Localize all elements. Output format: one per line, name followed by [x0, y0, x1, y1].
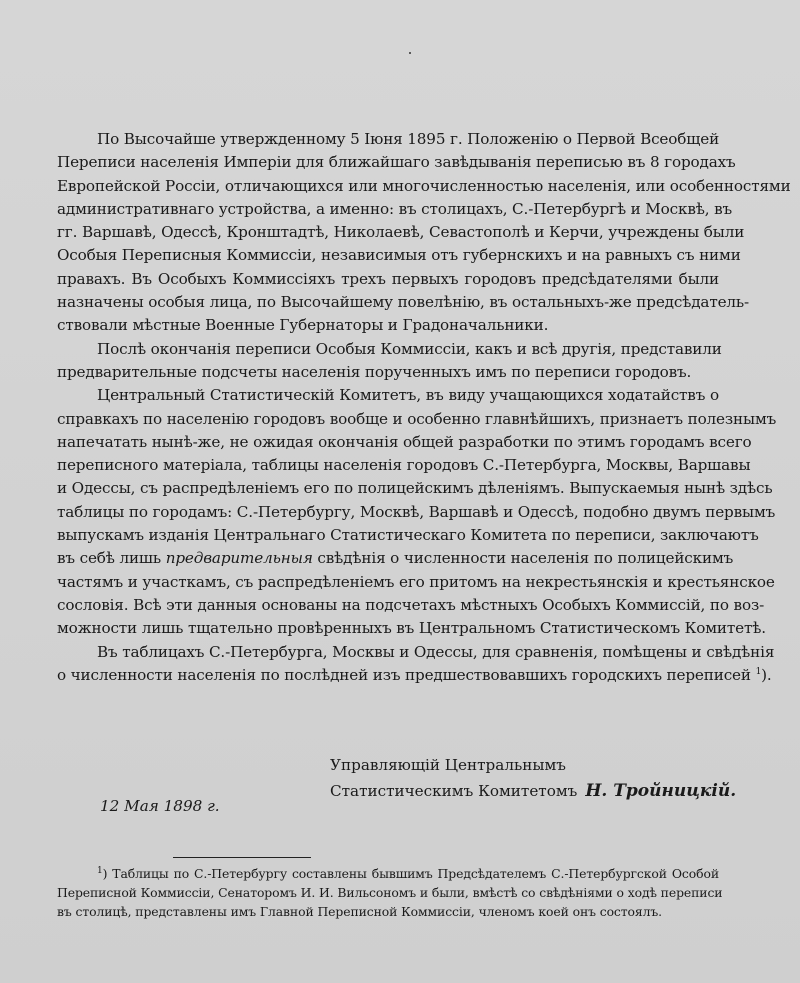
- text-line: таблицы по городамъ: С.-Петербургу, Москвѣ, Варшавѣ и Одессѣ, подобно двумъ первымъ: [57, 502, 776, 521]
- print-speck: [409, 52, 411, 54]
- text-fragment: свѣдѣнія о численности населенія по полицейскимъ: [312, 549, 734, 568]
- main-text: [57, 128, 791, 687]
- text-line: переписного матеріала, таблицы населенія городовъ С.-Петербурга, Москвы, Варшавы: [57, 456, 751, 475]
- text-line: и Одессы, съ распредѣленіемъ его по полицейскимъ дѣленіямъ. Выпускаемыя нынѣ здѣсь: [57, 479, 773, 498]
- signature-title-line-1: Управляющій Центральнымъ: [330, 756, 566, 774]
- signature-block: [330, 752, 736, 804]
- text-fragment: въ себѣ лишь: [57, 549, 166, 568]
- text-line: справкахъ по населенію городовъ вообще и особенно главнѣйшихъ, признаетъ полезнымъ: [57, 409, 777, 428]
- text-line: Центральный Статистическій Комитетъ, въ виду учащающихся ходатайствъ о: [97, 386, 719, 405]
- footnote-line: Переписной Коммиссіи, Сенаторомъ И. И. Вильсономъ и были, вмѣстѣ со свѣдѣніями о ходѣ переписи: [57, 885, 723, 900]
- text-line: Особыя Переписныя Коммиссіи, независимыя отъ губернскихъ и на равныхъ съ ними: [57, 246, 741, 265]
- text-fragment: ) Таблицы по С.-Петербургу составлены бывшимъ Предсѣдателемъ С.-Петербургской Особой: [102, 866, 719, 881]
- italic-emphasis: предварительныя: [165, 549, 313, 568]
- text-line: сословія. Всѣ эти данныя основаны на подсчетахъ мѣстныхъ Особыхъ Коммиссій, по воз-: [57, 595, 765, 614]
- footnote-reference: 1: [755, 666, 762, 677]
- text-line-with-italic: [57, 547, 734, 570]
- text-line: Переписи населенія Имперіи для ближайшаго завѣдыванія переписью въ 8 городахъ: [57, 153, 736, 172]
- text-line: Послѣ окончанія переписи Особыя Коммиссіи, какъ и всѣ другія, представили: [97, 339, 722, 358]
- signatory-name: Н. Тройницкій.: [585, 781, 737, 801]
- text-line: можности лишь тщательно провѣренныхъ въ Центральномъ Статистическомъ Комитетѣ.: [57, 619, 766, 638]
- footnote-line: [57, 864, 719, 883]
- text-line: административнаго устройства, а именно: въ столицахъ, С.-Петербургѣ и Москвѣ, въ: [57, 199, 733, 218]
- text-line: назначены особыя лица, по Высочайшему повелѣнію, въ остальныхъ-же предсѣдатель-: [57, 293, 750, 312]
- signature-title-line-2: [330, 778, 736, 804]
- footnote-divider: [173, 857, 311, 858]
- text-line: предварительные подсчеты населенія порученныхъ имъ по переписи городовъ.: [57, 362, 692, 381]
- text-line-with-footnote-ref: [57, 664, 772, 687]
- document-date: 12 Мая 1898 г.: [100, 797, 220, 815]
- text-line: ствовали мѣстные Военные Губернаторы и Градоначальники.: [57, 316, 549, 335]
- footnote-mark: 1: [97, 865, 103, 876]
- footnote: [57, 864, 723, 921]
- footnote-line: въ столицѣ, представлены имъ Главной Переписной Коммиссіи, членомъ коей онъ состоялъ.: [57, 904, 662, 919]
- text-line: Въ таблицахъ С.-Петербурга, Москвы и Одессы, для сравненія, помѣщены и свѣдѣнія: [97, 642, 775, 661]
- text-line: По Высочайше утвержденному 5 Іюня 1895 г. Положенію о Первой Всеобщей: [97, 130, 720, 148]
- text-line: Европейской Россіи, отличающихся или многочисленностью населенія, или особенностями: [57, 176, 791, 195]
- signature-title: Статистическимъ Комитетомъ: [330, 782, 578, 800]
- text-line: частямъ и участкамъ, съ распредѣленіемъ его притомъ на некрестьянскія и крестьянское: [57, 572, 775, 591]
- text-line: выпускамъ изданія Центральнаго Статистическаго Комитета по переписи, заключаютъ: [57, 526, 759, 545]
- text-line: напечатать нынѣ-же, не ожидая окончанія общей разработки по этимъ городамъ всего: [57, 432, 752, 451]
- text-line: гг. Варшавѣ, Одессѣ, Кронштадтѣ, Николаевѣ, Севастополѣ и Керчи, учреждены были: [57, 223, 745, 242]
- text-fragment: ).: [761, 665, 772, 684]
- text-line: правахъ. Въ Особыхъ Коммиссіяхъ трехъ первыхъ городовъ предсѣдателями были: [57, 269, 719, 288]
- text-fragment: о численности населенія по послѣдней изъ предшествовавшихъ городскихъ переписей: [57, 665, 751, 684]
